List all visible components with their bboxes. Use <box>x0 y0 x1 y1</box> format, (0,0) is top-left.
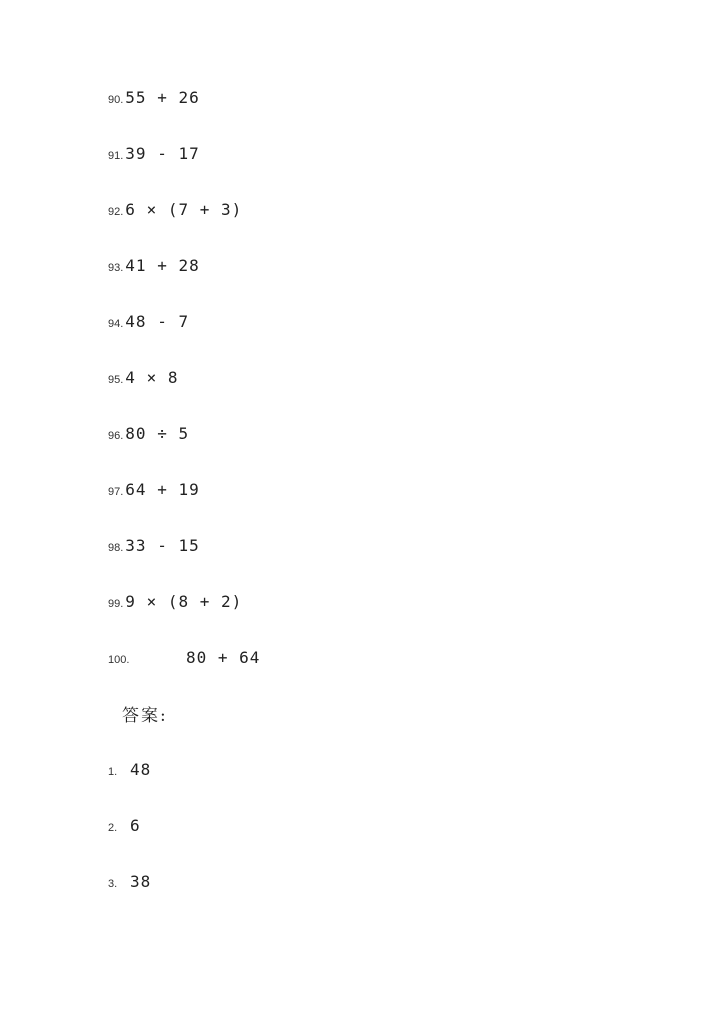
problem-item <box>108 536 200 560</box>
problem-number: 99. <box>108 598 124 610</box>
problem-number: 98. <box>108 542 124 554</box>
problem-number: 93. <box>108 262 124 274</box>
problem-item <box>108 424 189 448</box>
problem-expression: 33 - 15 <box>125 536 200 555</box>
problem-expression: 64 + 19 <box>125 480 200 499</box>
problem-number: 90. <box>108 94 124 106</box>
problem-item <box>108 368 178 392</box>
problem-item <box>108 312 189 336</box>
answer-item <box>108 816 141 840</box>
problem-number: 95. <box>108 374 124 386</box>
answers-heading: 答案: <box>122 706 168 726</box>
answer-item <box>108 872 151 896</box>
problem-expression: 9 × (8 + 2) <box>125 592 243 611</box>
problem-number: 91. <box>108 150 124 162</box>
answer-number: 3. <box>108 878 118 890</box>
problem-expression: 39 - 17 <box>125 144 200 163</box>
problem-expression: 48 - 7 <box>125 312 190 331</box>
problem-number: 96. <box>108 430 124 442</box>
answer-value: 6 <box>130 816 141 835</box>
problem-number: 97. <box>108 486 124 498</box>
problem-expression: 80 + 64 <box>186 648 261 667</box>
problem-expression: 4 × 8 <box>125 368 179 387</box>
problem-number: 94. <box>108 318 124 330</box>
answer-item <box>108 760 151 784</box>
problem-item <box>108 144 200 168</box>
answer-number: 2. <box>108 822 118 834</box>
problem-expression: 41 + 28 <box>125 256 200 275</box>
problem-expression: 80 ÷ 5 <box>125 424 190 443</box>
answer-value: 48 <box>130 760 152 779</box>
problem-item <box>108 648 260 672</box>
problem-item <box>108 88 200 112</box>
problem-number: 100. <box>108 654 130 666</box>
problem-item <box>108 592 242 616</box>
problem-item <box>108 200 242 224</box>
problem-item <box>108 480 200 504</box>
problem-expression: 6 × (7 + 3) <box>125 200 243 219</box>
answer-number: 1. <box>108 766 118 778</box>
answer-value: 38 <box>130 872 152 891</box>
problem-expression: 55 + 26 <box>125 88 200 107</box>
problem-item <box>108 256 200 280</box>
problem-number: 92. <box>108 206 124 218</box>
